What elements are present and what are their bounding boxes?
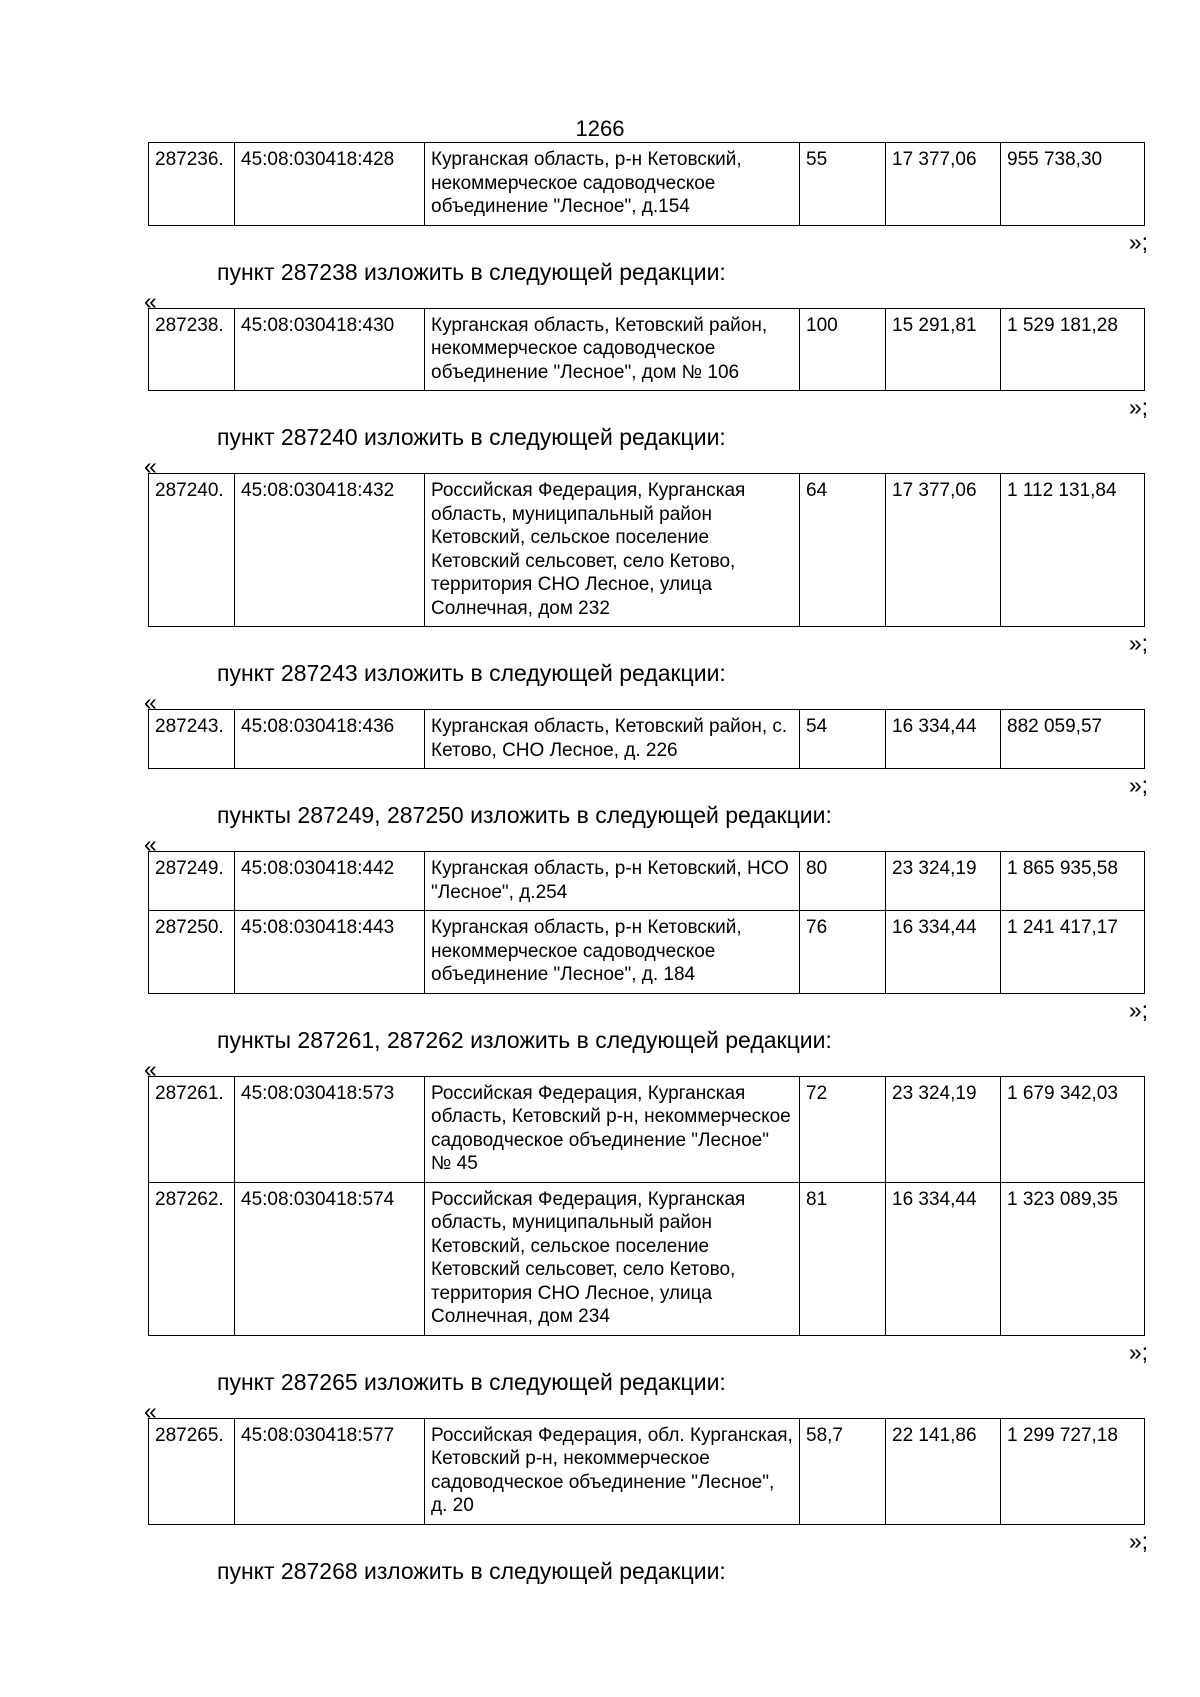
closing-quote: »; [1128,772,1148,798]
address-cell: Российская Федерация, Курганская область, муниципальный район Кетовский, сельское поселение Кетовский сельсовет, село Кетово, территория СНО Лесное, улица Солнечная, дом 232 [425,474,800,627]
cadastral-price-cell: 16 334,44 [886,710,1001,769]
address-cell: Российская Федерация, обл. Курганская, Кетовский р-н, некоммерческое садоводческое объединение "Лесное", д. 20 [425,1418,800,1524]
cadastral-value-cell: 955 738,30 [1001,143,1145,226]
amendment-table [148,1418,1145,1525]
amendment-instruction: пункты 287249, 287250 изложить в следующей редакции: [217,802,832,828]
cadastral-price-cell: 15 291,81 [886,308,1001,391]
cadastral-value-cell: 1 679 342,03 [1001,1076,1145,1182]
address-cell: Курганская область, Кетовский район, с. Кетово, СНО Лесное, д. 226 [425,710,800,769]
amendment-table [148,142,1145,226]
table-row [149,911,1145,994]
item-number-cell: 287243. [149,710,235,769]
address-cell: Курганская область, Кетовский район, некоммерческое садоводческое объединение "Лесное", дом № 106 [425,308,800,391]
cadastral-number-cell: 45:08:030418:430 [235,308,425,391]
document-body [144,142,1148,1587]
address-cell: Курганская область, р-н Кетовский, некоммерческое садоводческое объединение "Лесное", д. 184 [425,911,800,994]
cadastral-number-cell: 45:08:030418:443 [235,911,425,994]
area-cell: 76 [800,911,886,994]
item-number-cell: 287249. [149,852,235,911]
amendment-instruction: пункты 287261, 287262 изложить в следующей редакции: [217,1026,832,1053]
cadastral-number-cell: 45:08:030418:574 [235,1182,425,1335]
address-cell: Курганская область, р-н Кетовский, НСО "Лесное", д.254 [425,852,800,911]
amendment-table [148,851,1145,994]
opening-quote: « [144,453,157,479]
table-row [149,143,1145,226]
closing-quote: »; [1128,228,1148,255]
cadastral-value-cell: 882 059,57 [1001,710,1145,769]
cadastral-number-cell: 45:08:030418:428 [235,143,425,226]
cadastral-price-cell: 16 334,44 [886,911,1001,994]
cadastral-price-cell: 17 377,06 [886,143,1001,226]
opening-quote: « [144,689,157,715]
area-cell: 100 [800,308,886,391]
item-number-cell: 287262. [149,1182,235,1335]
amendment-instruction: пункт 287268 изложить в следующей редакции: [217,1557,726,1584]
area-cell: 72 [800,1076,886,1182]
address-cell: Российская Федерация, Курганская область, Кетовский р-н, некоммерческое садоводческое объединение "Лесное" № 45 [425,1076,800,1182]
cadastral-value-cell: 1 529 181,28 [1001,308,1145,391]
area-cell: 58,7 [800,1418,886,1524]
item-number-cell: 287261. [149,1076,235,1182]
amendment-instruction: пункт 287238 изложить в следующей редакции: [217,258,726,285]
page-number: 1266 [575,116,625,141]
amendment-instruction: пункт 287240 изложить в следующей редакции: [217,424,726,450]
amendment-instruction: пункт 287265 изложить в следующей редакции: [217,1368,726,1395]
amendment-table [148,1076,1145,1336]
opening-quote: « [144,831,157,857]
amendment-table [148,473,1145,627]
item-number-cell: 287238. [149,308,235,391]
cadastral-number-cell: 45:08:030418:573 [235,1076,425,1182]
table-row [149,308,1145,391]
area-cell: 80 [800,852,886,911]
cadastral-price-cell: 17 377,06 [886,474,1001,627]
cadastral-value-cell: 1 323 089,35 [1001,1182,1145,1335]
cadastral-value-cell: 1 112 131,84 [1001,474,1145,627]
closing-quote: »; [1128,1338,1148,1365]
area-cell: 64 [800,474,886,627]
opening-quote: « [144,1397,157,1424]
opening-quote: « [144,287,157,314]
table-row [149,852,1145,911]
cadastral-price-cell: 23 324,19 [886,852,1001,911]
item-number-cell: 287250. [149,911,235,994]
address-cell: Российская Федерация, Курганская область, муниципальный район Кетовский, сельское поселение Кетовский сельсовет, село Кетово, территория СНО Лесное, улица Солнечная, дом 234 [425,1182,800,1335]
cadastral-value-cell: 1 865 935,58 [1001,852,1145,911]
cadastral-price-cell: 23 324,19 [886,1076,1001,1182]
cadastral-number-cell: 45:08:030418:432 [235,474,425,627]
cadastral-number-cell: 45:08:030418:577 [235,1418,425,1524]
item-number-cell: 287265. [149,1418,235,1524]
cadastral-price-cell: 22 141,86 [886,1418,1001,1524]
item-number-cell: 287240. [149,474,235,627]
amendment-table [148,709,1145,769]
table-row [149,1418,1145,1524]
cadastral-number-cell: 45:08:030418:436 [235,710,425,769]
area-cell: 54 [800,710,886,769]
item-number-cell: 287236. [149,143,235,226]
cadastral-value-cell: 1 299 727,18 [1001,1418,1145,1524]
closing-quote: »; [1128,1527,1148,1554]
table-row [149,1076,1145,1182]
address-cell: Курганская область, р-н Кетовский, некоммерческое садоводческое объединение "Лесное", д.154 [425,143,800,226]
table-row [149,1182,1145,1335]
cadastral-number-cell: 45:08:030418:442 [235,852,425,911]
amendment-instruction: пункт 287243 изложить в следующей редакции: [217,660,726,686]
table-row [149,474,1145,627]
closing-quote: »; [1128,996,1148,1023]
opening-quote: « [144,1055,157,1082]
amendment-table [148,308,1145,392]
area-cell: 81 [800,1182,886,1335]
table-row [149,710,1145,769]
closing-quote: »; [1128,630,1148,656]
closing-quote: »; [1128,394,1148,420]
cadastral-value-cell: 1 241 417,17 [1001,911,1145,994]
cadastral-price-cell: 16 334,44 [886,1182,1001,1335]
area-cell: 55 [800,143,886,226]
